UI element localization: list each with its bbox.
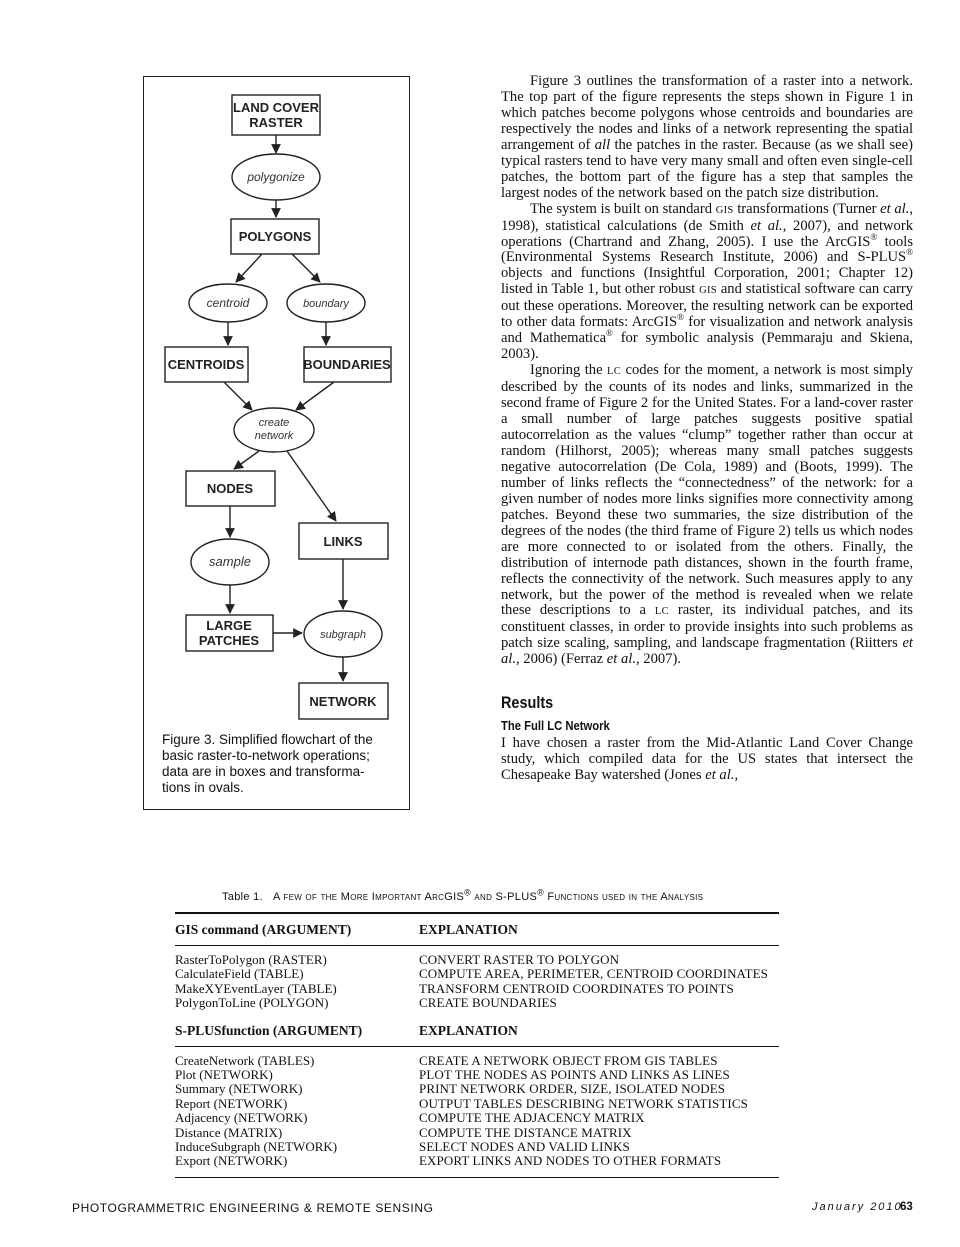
- table-cell: Export (NETWORK): [175, 1153, 288, 1169]
- arrow-polygons-centroid: [236, 254, 262, 282]
- nodes-label: NODES: [206, 481, 254, 496]
- centroid-label: centroid: [206, 296, 250, 310]
- issue-date: January 2010: [812, 1201, 903, 1213]
- subgraph-label: subgraph: [320, 629, 366, 641]
- arrow-boundaries-create: [296, 382, 334, 410]
- table-cell: COMPUTE THE ADJACENCY MATRIX: [419, 1110, 645, 1126]
- table-row: [175, 953, 779, 967]
- paragraph-1: Figure 3 outlines the transformation of a raster into a network. The top part of the figure represents the steps shown in Figure 1 in which patches become polygons whose centroids and boundaries are respectively the nodes and links of a network representing the spatial arrangement of all the patches in the raster. Because (as we shall see) typical rasters tend to have very many small and often even single-cell patches, the bottom part of the figure has a step that samples the largest nodes of the network based on the patch size distribution.: [501, 73, 913, 201]
- table-cell: Summary (NETWORK): [175, 1081, 303, 1097]
- journal-name: PHOTOGRAMMETRIC ENGINEERING & REMOTE SENSING: [72, 1201, 434, 1215]
- table-cell: EXPORT LINKS AND NODES TO OTHER FORMATS: [419, 1153, 722, 1169]
- large-patches-label-2: PATCHES: [198, 633, 260, 648]
- table-cell: Adjacency (NETWORK): [175, 1110, 308, 1126]
- caption-line: Figure 3. Simplified flowchart of the: [162, 732, 373, 747]
- table-cell: Distance (MATRIX): [175, 1124, 283, 1140]
- table-caption: Table 1. A few of the More Important ArcGIS® and S-PLUS® Functions used in the Analysis: [222, 887, 704, 903]
- links-label: LINKS: [323, 534, 363, 549]
- column-header-command: GIS command (ARGUMENT): [175, 922, 352, 937]
- arrow-create-nodes: [234, 451, 259, 469]
- large-patches-label-1: LARGE: [206, 618, 252, 633]
- caption-line: basic raster-to-network operations;: [162, 748, 370, 763]
- table-cell: PLOT THE NODES AS POINTS AND LINKS AS LINES: [419, 1067, 730, 1083]
- table-bottom-rule: [175, 1177, 779, 1178]
- table-cell: COMPUTE THE DISTANCE MATRIX: [419, 1124, 632, 1140]
- column-header-explanation: EXPLANATION: [419, 1022, 518, 1038]
- table-cell: COMPUTE AREA, PERIMETER, CENTROID COORDINATES: [419, 966, 769, 982]
- arrow-create-links: [287, 451, 336, 521]
- table-row: [175, 967, 779, 981]
- table-cell: OUTPUT TABLES DESCRIBING NETWORK STATISTICS: [419, 1095, 748, 1111]
- network-label: NETWORK: [309, 694, 377, 709]
- table-header-gis: [175, 914, 779, 945]
- create-network-label-1: create: [258, 417, 290, 429]
- table-row: [175, 982, 779, 996]
- paragraph-4: I have chosen a raster from the Mid-Atlantic Land Cover Change study, which compiled data for the US states that intersect the Chesapeake Bay watershed (Jones et al.,: [501, 735, 913, 784]
- arrow-centroids-create: [224, 382, 252, 410]
- table-cell: MakeXYEventLayer (TABLE): [175, 980, 337, 996]
- polygons-label: POLYGONS: [238, 229, 312, 244]
- table-cell: InduceSubgraph (NETWORK): [175, 1139, 338, 1155]
- paragraph-3: Ignoring the LC codes for the moment, a network is most simply described by the counts of its nodes and links, summarized in the second frame of Figure 2 for the United States. For a land-cover raster a small number of large patches suggests positive spatial autocorrelation as the values “clump” together rather than occur at random (Hilhorst, 2005); whereas many small patches suggests negative autocorrelation (De Cola, 1989) and (Boots, 1999). The number of links reflects the “connectedness” of the network: for a given number of nodes more links signifies more connectivity among patches. Beyond these two summaries, the size distribution of the degrees of the nodes (the third frame of Figure 2) tells us which nodes are more connected to or isolated from the others. Finally, the distribution of internode path distances, shown in the fourth frame, reflects the connectivity of the network. Such measures apply to any network, but the power of the method is revealed when we relate these descriptions to a LC raster, its individual patches, and its constituent classes, in order to provide insights into such problems as patch size scaling, sampling, and landscape fragmentation (Riitters et al., 2006) (Ferraz et al., 2007).: [501, 362, 913, 668]
- table-cell: CONVERT RASTER TO POLYGON: [419, 952, 620, 967]
- table-row: [175, 996, 779, 1010]
- land-cover-raster-label-1: LAND COVER: [233, 100, 319, 115]
- sample-label: sample: [209, 554, 251, 569]
- table-cell: Plot (NETWORK): [175, 1067, 273, 1083]
- paragraph-2: The system is built on standard GIS transformations (Turner et al., 1998), statistical calculations (de Smith et al., 2007), and network operations (Chartrand and Zhang, 2005). I use the ArcGIS® tools (Environmental Systems Research Institute, 2006) and S-PLUS® objects and functions (Insightful Corporation, 2001; Chapter 12) listed in Table 1, but other robust GIS and statistical software can carry out these operations. Moreover, the resulting network can be exported to other data formats: ArcGIS® for visualization and network analysis and Mathematica® for symbolic analysis (Pemmaraju and Skiena, 2003).: [501, 200, 914, 363]
- table-cell: PolygonToLine (POLYGON): [175, 995, 329, 1011]
- flowchart-diagram: [144, 77, 411, 811]
- column-header-function: S-PLUSfunction (ARGUMENT): [175, 1022, 363, 1038]
- table-row: [175, 1082, 779, 1096]
- table-cell: SELECT NODES AND VALID LINKS: [419, 1139, 630, 1155]
- arrow-polygons-boundary: [292, 254, 320, 282]
- table-cell: CalculateField (TABLE): [175, 966, 304, 982]
- table-row: [175, 1054, 779, 1068]
- figure-3-frame: [143, 76, 410, 810]
- table-row: [175, 1140, 779, 1154]
- caption-line: data are in boxes and transforma-: [162, 764, 365, 779]
- table-cell: PRINT NETWORK ORDER, SIZE, ISOLATED NODES: [419, 1081, 726, 1097]
- centroids-label: CENTROIDS: [167, 357, 245, 372]
- create-network-label-2: network: [254, 430, 294, 442]
- table-header-splus: [175, 1019, 779, 1046]
- results-heading: Results: [501, 693, 554, 713]
- table-cell: TRANSFORM CENTROID COORDINATES TO POINTS: [419, 980, 734, 996]
- land-cover-raster-label-2: RASTER: [249, 115, 303, 130]
- table-body-gis: [175, 946, 779, 1019]
- table-row: [175, 1097, 779, 1111]
- table-cell: CREATE A NETWORK OBJECT FROM GIS TABLES: [419, 1052, 718, 1068]
- table-row: [175, 1068, 779, 1082]
- caption-line: tions in ovals.: [162, 780, 244, 795]
- boundaries-label: BOUNDARIES: [303, 357, 391, 372]
- table-row: [175, 1126, 779, 1140]
- table-row: [175, 1154, 779, 1168]
- table-1: [175, 912, 779, 1178]
- page-number: 63: [900, 1201, 913, 1213]
- column-header-explanation: EXPLANATION: [419, 922, 518, 937]
- table-row: [175, 1111, 779, 1125]
- table-cell: CREATE BOUNDARIES: [419, 995, 557, 1011]
- table-cell: CreateNetwork (TABLES): [175, 1052, 315, 1068]
- polygonize-label: polygonize: [247, 170, 305, 184]
- table-cell: RasterToPolygon (RASTER): [175, 952, 327, 967]
- table-cell: Report (NETWORK): [175, 1095, 288, 1111]
- body-text-column: [501, 74, 913, 784]
- table-body-splus: [175, 1047, 779, 1177]
- figure-caption: [162, 732, 397, 796]
- subsection-heading: The Full LC Network: [501, 719, 610, 734]
- boundary-label: boundary: [303, 298, 349, 310]
